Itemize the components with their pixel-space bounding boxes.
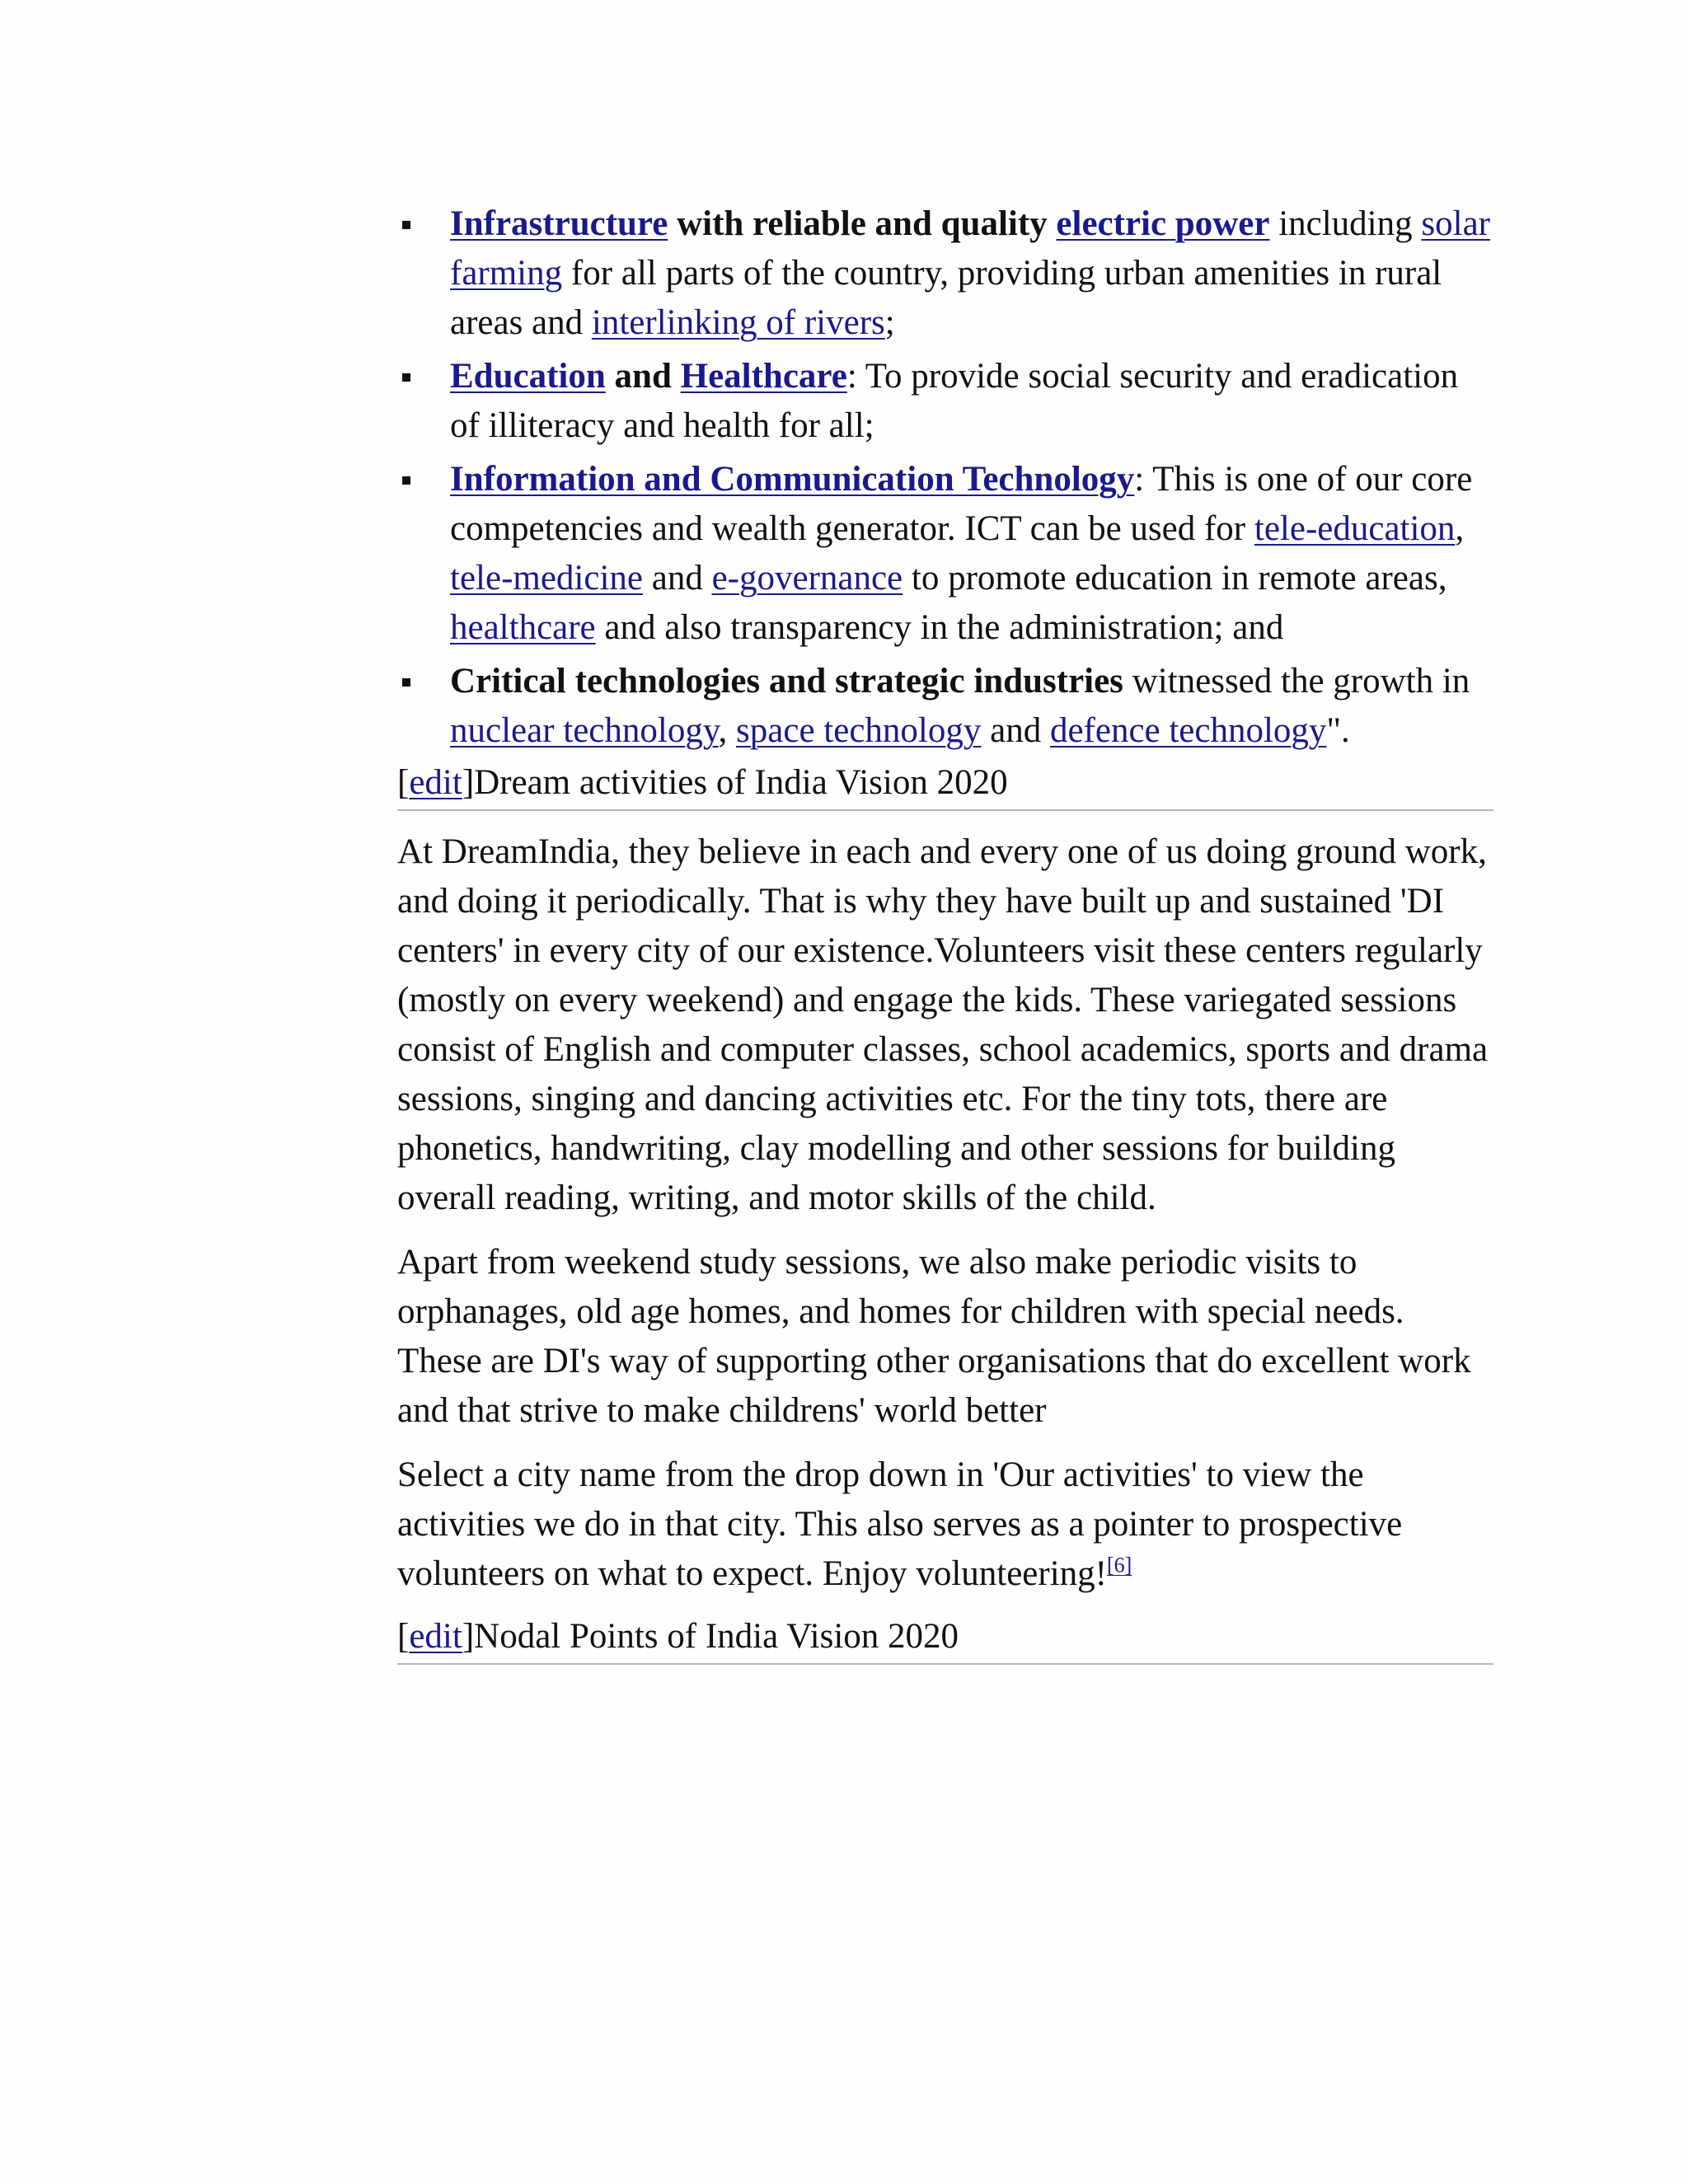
bullet-text: and: [642, 559, 712, 598]
bullet-text: ;: [884, 303, 895, 342]
link-defence-technology[interactable]: defence technology: [1049, 711, 1327, 750]
bullet-infrastructure: [397, 199, 1493, 348]
bullet-text: for all parts of the country, providing urban amenities in rural areas and: [450, 254, 1442, 342]
bullet-text: ".: [1326, 711, 1350, 750]
link-ict[interactable]: Information and Communication Technology: [450, 460, 1135, 499]
bracket: [: [397, 1617, 410, 1656]
bracket: ]: [462, 1617, 475, 1656]
section-heading-dream-activities: [397, 758, 1493, 811]
bullet-square-icon: [402, 221, 410, 229]
vision-bullet-list: [397, 199, 1493, 756]
bullet-text: with reliable and quality: [668, 204, 1057, 243]
paragraph-dreamindia: At DreamIndia, they believe in each and every one of us doing ground work, and doing it periodically. That is why they have built up and sustained 'DI centers' in every city of our existence.Volunteers visit these centers regularly (mostly on every weekend) and engage the kids. These variegated sessions consist of English and computer classes, school academics, sports and drama sessions, singing and dancing activities etc. For the tiny tots, there are phonetics, handwriting, clay modelling and other sessions for building overall reading, writing, and motor skills of the child.: [397, 832, 1489, 1217]
link-interlinking-of-rivers[interactable]: interlinking of rivers: [591, 303, 885, 342]
link-space-technology[interactable]: space technology: [736, 711, 982, 750]
bullet-text: and: [981, 711, 1050, 750]
bullet-text: ,: [718, 711, 737, 750]
bullet-square-icon: [402, 373, 410, 382]
bullet-ict: [397, 455, 1493, 653]
citation-link[interactable]: [6]: [1106, 1553, 1132, 1577]
bullet-square-icon: [402, 476, 410, 485]
section-title: Nodal Points of India Vision 2020: [474, 1617, 959, 1656]
edit-link[interactable]: edit: [409, 1617, 462, 1656]
bullet-text: : To provide social security and eradication of illiteracy and health for all;: [450, 357, 1459, 445]
link-education[interactable]: Education: [450, 357, 606, 396]
link-healthcare-2[interactable]: healthcare: [450, 608, 596, 647]
bullet-text: witnessed the growth in: [1123, 662, 1470, 701]
bracket: ]: [462, 763, 475, 802]
bullet-square-icon: [402, 678, 410, 687]
bracket: [: [397, 763, 410, 802]
link-tele-education[interactable]: tele-education: [1254, 509, 1456, 548]
bullet-text: including: [1269, 204, 1422, 243]
bullet-text: and: [605, 357, 681, 396]
section-heading-nodal-points: [397, 1612, 1493, 1665]
bullet-text: and also transparency in the administration; and: [595, 608, 1284, 647]
link-healthcare[interactable]: Healthcare: [680, 357, 847, 396]
edit-link[interactable]: edit: [409, 763, 462, 802]
link-tele-medicine[interactable]: tele-medicine: [450, 559, 643, 598]
bullet-text: to promote education in remote areas,: [903, 559, 1447, 598]
paragraph-select-city: [397, 1451, 1493, 1599]
link-nuclear-technology[interactable]: nuclear technology: [450, 711, 719, 750]
link-solar-farming[interactable]: solar farming: [450, 204, 1490, 293]
section-title: Dream activities of India Vision 2020: [474, 763, 1008, 802]
bullet-critical-technologies: [397, 657, 1493, 756]
link-e-governance[interactable]: e-governance: [711, 559, 903, 598]
bullet-text: ,: [1455, 509, 1465, 548]
link-electric-power[interactable]: electric power: [1056, 204, 1270, 243]
link-infrastructure[interactable]: Infrastructure: [450, 204, 668, 243]
bullet-bold-lead: Critical technologies and strategic industries: [450, 662, 1123, 701]
paragraph-text: Select a city name from the drop down in 'Our activities' to view the activities we do in that city. This also serves as a pointer to prospective volunteers on what to expect. Enjoy volunteering!: [397, 1455, 1403, 1593]
bullet-education-healthcare: [397, 352, 1493, 451]
citation-ref: [1107, 1554, 1132, 1577]
bullet-text: : This is one of our core competencies and wealth generator. ICT can be used for: [450, 460, 1473, 548]
article-content: [397, 199, 1493, 1665]
paragraph-visits: Apart from weekend study sessions, we also make periodic visits to orphanages, old age homes, and homes for children with special needs. These are DI's way of supporting other organisations that do excellent work and that strive to make childrens' world better: [397, 1243, 1471, 1430]
